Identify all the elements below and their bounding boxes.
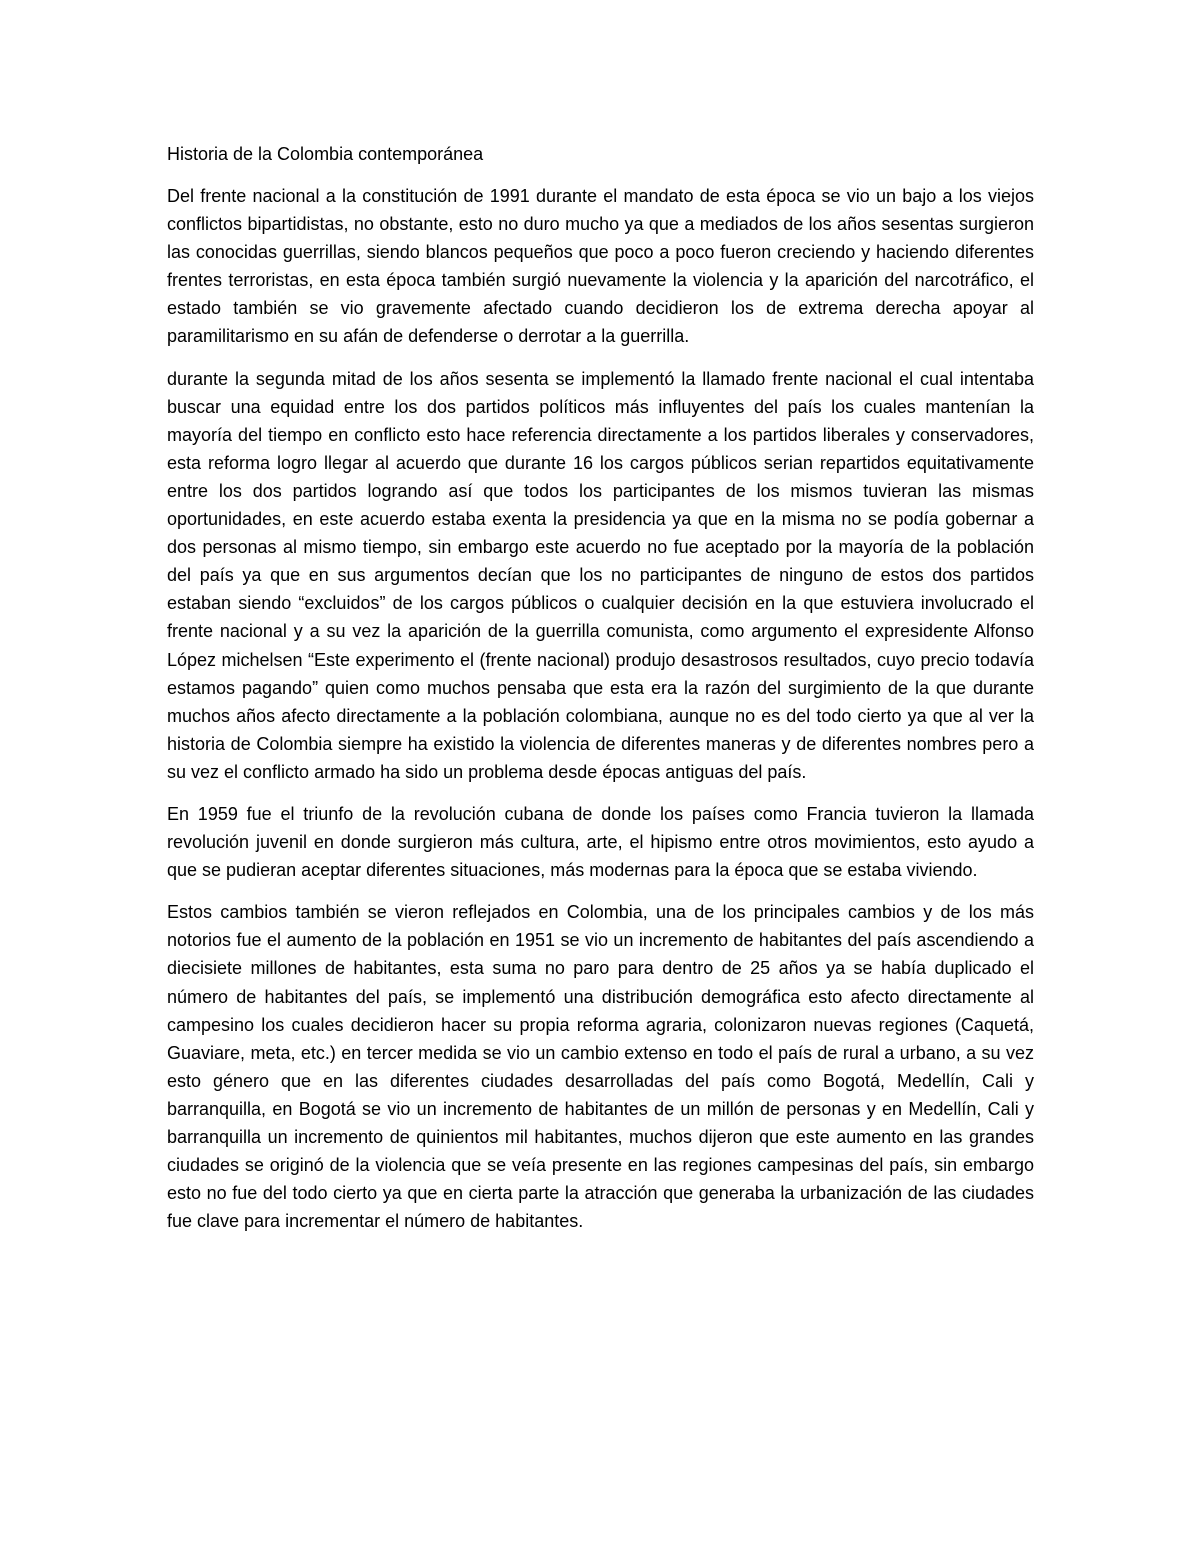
paragraph-segunda-mitad-sesenta: durante la segunda mitad de los años sesenta se implementó la llamado frente nacional el cual intentaba buscar una equidad entre los dos partidos políticos más influyentes del país los cuales mantenían la mayoría del tiempo en conflicto esto hace referencia directamente a los partidos liberales y conservadores, esta reforma logro llegar al acuerdo que durante 16 los cargos públicos serian repartidos equitativamente entre los dos partidos logrando así que todos los participantes de los mismos tuvieran las mismas oportunidades, en este acuerdo estaba exenta la presidencia ya que en la misma no se podía gobernar a dos personas al mismo tiempo, sin embargo este acuerdo no fue aceptado por la mayoría de la población del país ya que en sus argumentos decían que los no participantes de ninguno de estos dos partidos estaban siendo “excluidos” de los cargos públicos o cualquier decisión en la que estuviera involucrado el frente nacional y a su vez la aparición de la guerrilla comunista, como argumento el expresidente Alfonso López michelsen “Este experimento el (frente nacional) produjo desastrosos resultados, cuyo precio todavía estamos pagando” quien como muchos pensaba que esta era la razón del surgimiento de la que durante muchos años afecto directamente a la población colombiana, aunque no es del todo cierto ya que al ver la historia de Colombia siempre ha existido la violencia de diferentes maneras y de diferentes nombres pero a su vez el conflicto armado ha sido un problema desde épocas antiguas del país. xyxy=(167,368,1034,782)
document-title: Historia de la Colombia contemporánea xyxy=(167,144,484,164)
paragraph-revolucion-cubana: En 1959 fue el triunfo de la revolución cubana de donde los países como Francia tuvieron la llamada revolución juvenil en donde surgieron más cultura, arte, el hipismo entre otros movimientos, esto ayudo a que se pudieran aceptar diferentes situaciones, más modernas para la época que se estaba viviendo. xyxy=(167,803,1034,881)
paragraph-cambios-poblacion: Estos cambios también se vieron reflejados en Colombia, una de los principales cambios y de los más notorios fue el aumento de la población en 1951 se vio un incremento de habitantes del país ascendiendo a diecisiete millones de habitantes, esta suma no paro para dentro de 25 años ya se había duplicado el número de habitantes del país, se implementó una distribución demográfica esto afecto directamente al campesino los cuales decidieron hacer su propia reforma agraria, colonizaron nuevas regiones (Caquetá, Guaviare, meta, etc.) en tercer medida se vio un cambio extenso en todo el país de rural a urbano, a su vez esto género que en las diferentes ciudades desarrolladas del país como Bogotá, Medellín, Cali y barranquilla, en Bogotá se vio un incremento de habitantes de un millón de personas y en Medellín, Cali y barranquilla un incremento de quinientos mil habitantes, muchos dijeron que este aumento en las grandes ciudades se originó de la violencia que se veía presente en las regiones campesinas del país, sin embargo esto no fue del todo cierto ya que en cierta parte la atracción que generaba la urbanización de las ciudades fue clave para incrementar el número de habitantes. xyxy=(167,902,1034,1232)
document-body xyxy=(167,140,1034,1249)
paragraph-frente-nacional-intro: Del frente nacional a la constitución de 1991 durante el mandato de esta época se vio un bajo a los viejos conflictos bipartidistas, no obstante, esto no duro mucho ya que a mediados de los años sesentas surgieron las conocidas guerrillas, siendo blancos pequeños que poco a poco fueron creciendo y haciendo diferentes frentes terroristas, en esta época también surgió nuevamente la violencia y la aparición del narcotráfico, el estado también se vio gravemente afectado cuando decidieron los de extrema derecha apoyar al paramilitarismo en su afán de defenderse o derrotar a la guerrilla. xyxy=(167,186,1034,347)
